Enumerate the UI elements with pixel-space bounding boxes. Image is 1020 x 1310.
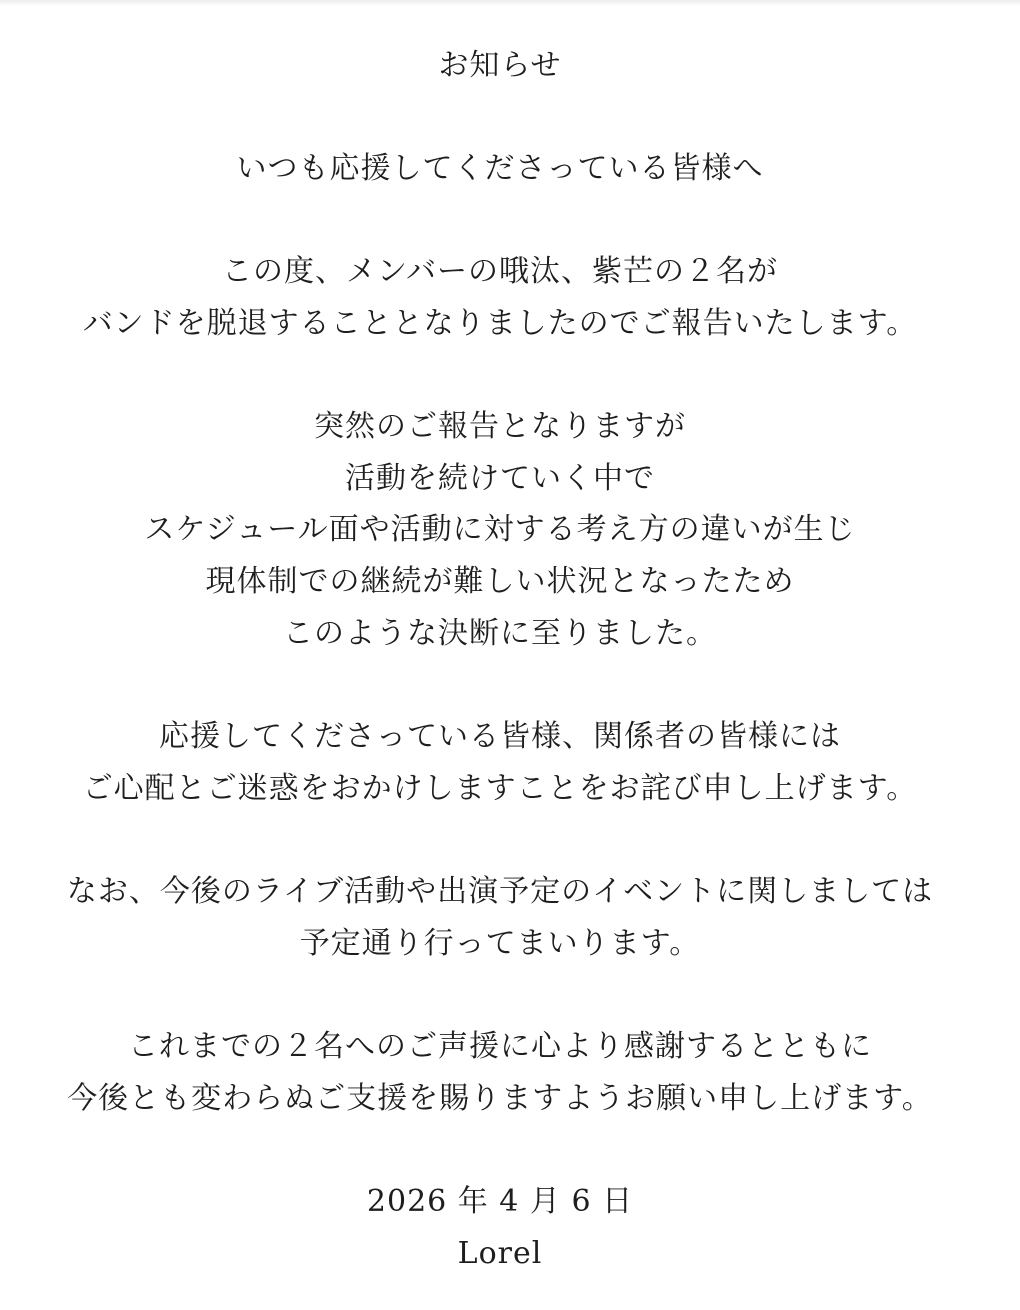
paragraph-2-line-1: 突然のご報告となりますが bbox=[314, 409, 686, 444]
band-signature: Lorel bbox=[457, 1236, 543, 1271]
paragraph-2-line-4: 現体制での継続が難しい状況となったため bbox=[205, 564, 795, 599]
paragraph-5-line-2: 今後とも変わらぬご支援を賜りますようお願い申し上げます。 bbox=[67, 1081, 933, 1116]
top-edge-shadow bbox=[0, 0, 1020, 6]
paragraph-3-line-2: ご心配とご迷惑をおかけしますことをお詫び申し上げます。 bbox=[82, 771, 918, 806]
paragraph-2-line-3: スケジュール面や活動に対する考え方の違いが生じ bbox=[144, 512, 856, 547]
paragraph-1-line-1: この度、メンバーの哦汰、紫芒の２名が bbox=[222, 254, 778, 289]
paragraph-1-line-2: バンドを脱退することとなりましたのでご報告いたします。 bbox=[82, 306, 918, 341]
paragraph-3-line-1: 応援してくださっている皆様、関係者の皆様には bbox=[159, 719, 841, 754]
paragraph-4-line-2: 予定通り行ってまいります。 bbox=[299, 926, 701, 961]
notice-title: お知らせ bbox=[438, 48, 562, 83]
paragraph-4-line-1: なお、今後のライブ活動や出演予定のイベントに関しましては bbox=[66, 874, 934, 909]
greeting-line: いつも応援してくださっている皆様へ bbox=[236, 151, 764, 186]
paragraph-5-line-1: これまでの２名へのご声援に心より感謝するとともに bbox=[128, 1029, 872, 1064]
paragraph-2-line-2: 活動を続けていく中で bbox=[345, 461, 655, 496]
paragraph-2-line-5: このような決断に至りました。 bbox=[283, 616, 717, 651]
notice-date: 2026 年 4 月 6 日 bbox=[366, 1184, 634, 1219]
